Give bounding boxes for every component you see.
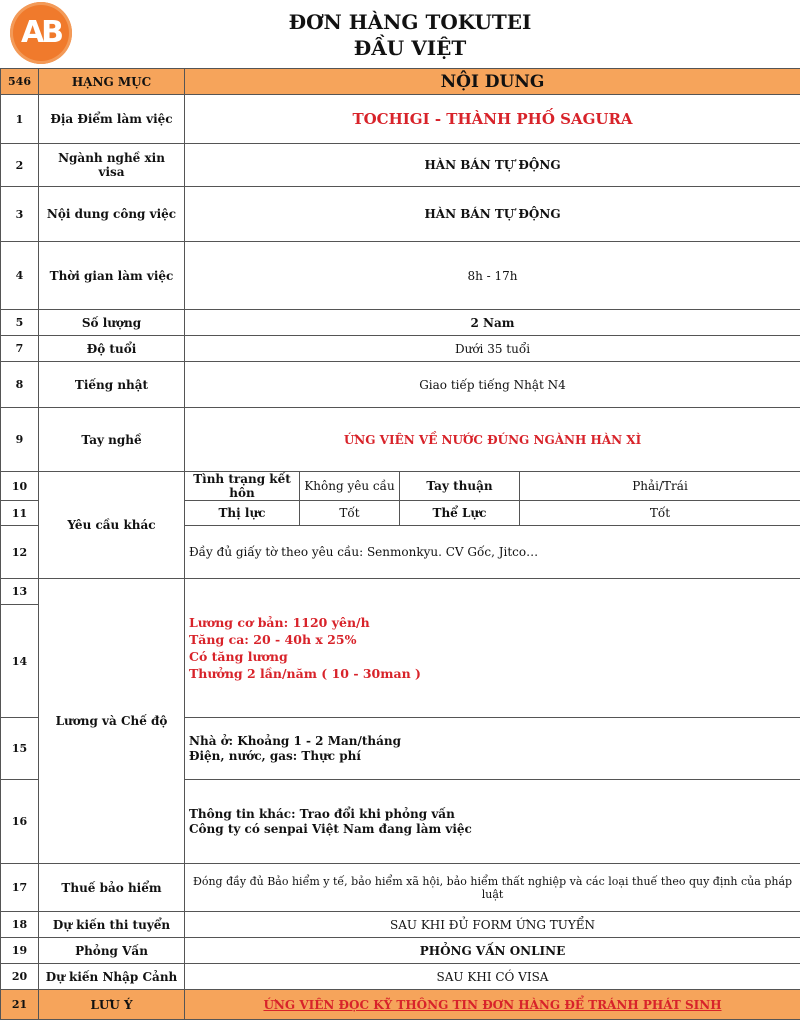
interview-value: PHỎNG VẤN ONLINE [185, 938, 800, 964]
row-number: 17 [1, 864, 39, 912]
row-number: 11 [1, 501, 39, 526]
row-number: 10 [1, 472, 39, 501]
table-row [1, 938, 800, 964]
row-number: 15 [1, 718, 39, 780]
fitness-label: Thể Lực [400, 501, 520, 526]
note-cell [185, 990, 800, 1020]
row-number: 8 [1, 362, 39, 408]
skill-value: ỨNG VIÊN VỀ NƯỚC ĐÚNG NGÀNH HÀN XÌ [185, 408, 800, 472]
row-number: 4 [1, 242, 39, 310]
age-value: Dưới 35 tuổi [185, 336, 800, 362]
row-number: 1 [1, 95, 39, 144]
table-header-row [1, 69, 800, 95]
work-hours-value: 8h - 17h [185, 242, 800, 310]
salary-line: Lương cơ bản: 1120 yên/h [189, 615, 370, 630]
documents-value: Đầy đủ giấy tờ theo yêu cầu: Senmonkyu. CV Gốc, Jitco… [185, 526, 800, 579]
table-row [1, 144, 800, 187]
exam-date-value: SAU KHI ĐỦ FORM ỨNG TUYỂN [185, 912, 800, 938]
row-number: 13 [1, 579, 39, 605]
row-number: 20 [1, 964, 39, 990]
entry-date-value: SAU KHI CÓ VISA [185, 964, 800, 990]
table-row [1, 362, 800, 408]
row-number: 9 [1, 408, 39, 472]
row-category: Số lượng [39, 310, 185, 336]
quantity-value: 2 Nam [185, 310, 800, 336]
row-number: 12 [1, 526, 39, 579]
insurance-value: Đóng đầy đủ Bảo hiểm y tế, bảo hiểm xã hội, bảo hiểm thất nghiệp và các loại thuế theo quy định của pháp luật [185, 864, 800, 912]
row-number: 5 [1, 310, 39, 336]
table-row [1, 864, 800, 912]
order-table [0, 68, 800, 1020]
note-label: LƯU Ý [39, 990, 185, 1020]
row-category: Ngành nghề xin visa [39, 144, 185, 187]
fitness-value: Tốt [520, 501, 800, 526]
vision-label: Thị lực [185, 501, 300, 526]
table-row [1, 472, 800, 501]
row-category: Địa Điểm làm việc [39, 95, 185, 144]
order-number: 546 [1, 69, 39, 95]
content-header: NỘI DUNG [185, 69, 800, 95]
row-category: Yêu cầu khác [39, 472, 185, 579]
page-header [0, 0, 800, 66]
row-number: 19 [1, 938, 39, 964]
logo-text: AB [20, 15, 62, 50]
other-info-details [185, 780, 800, 864]
row-category: Lương và Chế độ [39, 579, 185, 864]
salary-line: Thưởng 2 lần/năm ( 10 - 30man ) [189, 666, 421, 681]
table-row [1, 579, 800, 605]
row-category: Thời gian làm việc [39, 242, 185, 310]
table-row [1, 408, 800, 472]
row-category: Thuế bảo hiểm [39, 864, 185, 912]
category-header: HẠNG MỤC [39, 69, 185, 95]
row-category: Dự kiến Nhập Cảnh [39, 964, 185, 990]
company-logo [10, 2, 72, 64]
table-row [1, 242, 800, 310]
japanese-level-value: Giao tiếp tiếng Nhật N4 [185, 362, 800, 408]
other-info-line: Thông tin khác: Trao đổi khi phỏng vấn [189, 806, 455, 821]
visa-field-value: HÀN BÁN TỰ ĐỘNG [185, 144, 800, 187]
salary-details [185, 579, 800, 718]
row-category: Dự kiến thi tuyển [39, 912, 185, 938]
note-row [1, 990, 800, 1020]
housing-line: Điện, nước, gas: Thực phí [189, 748, 361, 763]
table-row [1, 187, 800, 242]
vision-value: Tốt [300, 501, 400, 526]
housing-line: Nhà ở: Khoảng 1 - 2 Man/tháng [189, 733, 402, 748]
housing-details [185, 718, 800, 780]
work-location-value: TOCHIGI - THÀNH PHỐ SAGURA [185, 95, 800, 144]
job-content-value: HÀN BÁN TỰ ĐỘNG [185, 187, 800, 242]
dominant-hand-value: Phải/Trái [520, 472, 800, 501]
dominant-hand-label: Tay thuận [400, 472, 520, 501]
row-number: 16 [1, 780, 39, 864]
note-text: ỨNG VIÊN ĐỌC KỸ THÔNG TIN ĐƠN HÀNG ĐỂ TRÁNH PHÁT SINH [263, 997, 722, 1012]
table-row [1, 912, 800, 938]
table-row [1, 310, 800, 336]
row-number: 18 [1, 912, 39, 938]
marital-label: Tình trạng kết hôn [185, 472, 300, 501]
marital-value: Không yêu cầu [300, 472, 400, 501]
row-category: Tay nghề [39, 408, 185, 472]
row-category: Độ tuổi [39, 336, 185, 362]
row-number: 7 [1, 336, 39, 362]
row-number: 21 [1, 990, 39, 1020]
row-number: 14 [1, 605, 39, 718]
salary-line: Có tăng lương [189, 649, 288, 664]
other-info-line: Công ty có senpai Việt Nam đang làm việc [189, 821, 472, 836]
salary-line: Tăng ca: 20 - 40h x 25% [189, 632, 357, 647]
row-number: 2 [1, 144, 39, 187]
table-row [1, 964, 800, 990]
page-title: ĐƠN HÀNG TOKUTEI [288, 10, 532, 34]
page-subtitle: ĐẦU VIỆT [353, 36, 467, 60]
row-category: Nội dung công việc [39, 187, 185, 242]
table-row [1, 95, 800, 144]
row-category: Phỏng Vấn [39, 938, 185, 964]
table-row [1, 336, 800, 362]
row-number: 3 [1, 187, 39, 242]
row-category: Tiếng nhật [39, 362, 185, 408]
